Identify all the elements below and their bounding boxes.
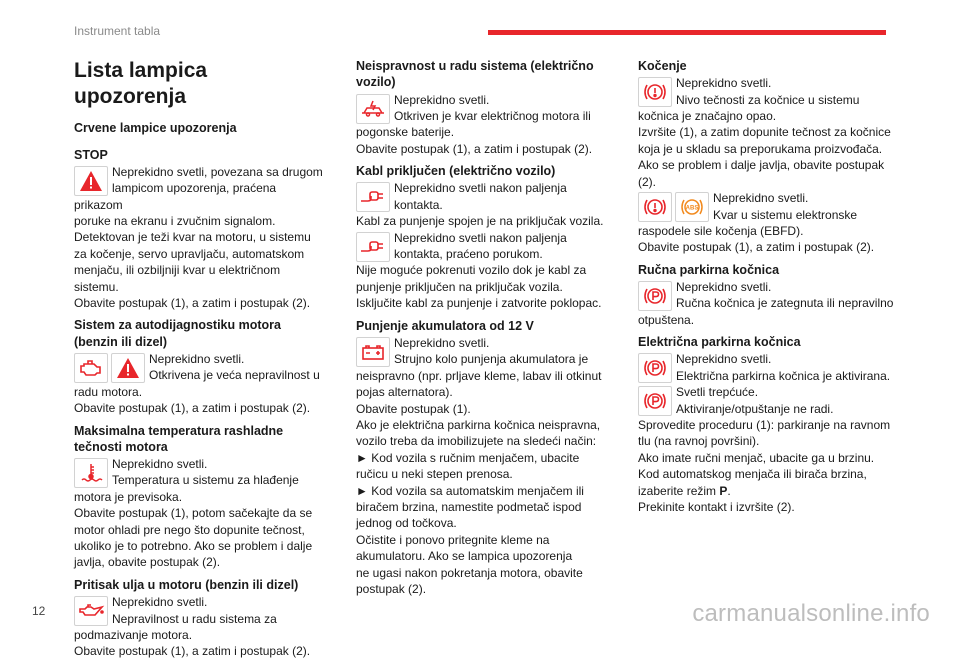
column-3 [638, 58, 898, 516]
braking-entry-1: Neprekidno svetli. Nivo tečnosti za kočnice u sistemu kočnica je značajno opao. Izvršite (1), a zatim dopunite tečnost za kočnice koja je u skladu sa preporukama proizvođača. Ako se problem i dalje javlja, obavite postupak (2). [638, 76, 891, 189]
cable-connected-title: Kabl priključen (električno vozilo) [356, 164, 556, 179]
system-fault-entry: Neprekidno svetli. Otkriven je kvar električnog motora ili pogonske baterije. Obavite postupak (1), a zatim i postupak (2). [356, 92, 593, 156]
parking-brake-icon [638, 281, 672, 311]
electric-parking-brake-entry-2: Svetli trepćuće. Aktiviranje/otpuštanje ne radi. Sprovedite proceduru (1): parkiranje na ravnom tlu (na ravnoj površini). Ako imate ručni menjač, ubacite ga u brzinu. Kod automatskog menjača ili birača brzina, izaberite režim P. Prekinite kontakt i izvršite (2). [638, 385, 891, 515]
oil-can-icon [74, 596, 108, 626]
electric-parking-brake-title: Električna parkirna kočnica [638, 335, 801, 350]
coolant-temperature-title: Maksimalna temperatura rashladne tečnosti motora [74, 423, 284, 454]
hand-parking-brake-entry: Neprekidno svetli. Ručna kočnica je zategnuta ili nepravilno otpuštena. [638, 279, 894, 327]
stop-title: STOP [74, 147, 108, 162]
charging-plug-icon [356, 182, 390, 212]
stop-warning-triangle-icon [74, 166, 108, 196]
engine-diagnosis-title: Sistem za autodijagnostiku motora (benzin ili dizel) [74, 318, 281, 349]
braking-title: Kočenje [638, 59, 687, 73]
engine-diagnosis-entry: Neprekidno svetli. Otkrivena je veća nepravilnost u radu motora. Obavite postupak (1), a zatim i postupak (2). [74, 351, 320, 416]
column-1 [74, 58, 324, 660]
electric-parking-brake-entry-1: Neprekidno svetli. Električna parkirna kočnica je aktivirana. [638, 351, 898, 384]
coolant-temperature-entry: Neprekidno svetli. Temperatura u sistemu za hlađenje motora je previsoka. Obavite postupak (1), potom sačekajte da se motor ohladi pre nego što dopunite tečnost, ukoliko je to potrebno. Ako se problem i dalje javlja, obavite postupak (2). [74, 457, 313, 570]
cable-connected-entry-2: Neprekidno svetli nakon paljenja kontakta, praćeno porukom. Nije moguće pokrenuti vozilo dok je kabl za punjenje priključen na priključak vozila. Isključite kabl za punjenje i zatvorite poklopac. [356, 230, 602, 311]
battery-icon [356, 337, 390, 367]
electric-car-fault-icon [356, 94, 390, 124]
page-title: Lista lampica upozorenja [74, 59, 208, 109]
header-accent-bar [488, 30, 886, 35]
system-fault-title: Neispravnost u radu sistema (električno vozilo) [356, 59, 594, 90]
header-section-label: Instrument tabla [74, 24, 161, 38]
stop-entry: Neprekidno svetli, povezana sa drugom lampicom upozorenja, praćena prikazom poruke na ekranu i zvučnim signalom. Detektovan je teži kvar na motoru, u sistemu za kočenje, servo upravljaču, automatskom menjaču, ili ozbiljniji kvar u električnom sistemu. Obavite postupak (1), a zatim i postupak (2). [74, 164, 323, 310]
section-subtitle: Crvene lampice upozorenja [74, 120, 237, 135]
engine-icon [74, 353, 108, 383]
oil-pressure-title: Pritisak ulja u motoru (benzin ili dizel) [74, 577, 299, 592]
abs-icon-label: ABS [685, 205, 699, 212]
watermark: carmanualsonline.info [692, 600, 930, 627]
brake-warning-icon [638, 77, 672, 107]
abs-icon [675, 192, 709, 222]
column-2 [356, 58, 612, 597]
battery-charging-title: Punjenje akumulatora od 12 V [356, 318, 534, 333]
braking-entry-2: ABS Neprekidno svetli. Kvar u sistemu elektronske raspodele sile kočenja (EBFD). Obavite postupak (1), a zatim i postupak (2). [638, 191, 875, 255]
parking-brake-icon [638, 353, 672, 383]
warning-triangle-icon [111, 353, 145, 383]
coolant-temperature-icon [74, 458, 108, 488]
parking-brake-icon [638, 386, 672, 416]
battery-charging-entry: Neprekidno svetli. Strujno kolo punjenja akumulatora je neispravno (npr. prljave kleme, labav ili otkinut pojas alternatora). Obavite postupak (1). Ako je električna parkirna kočnica neispravna, vozilo treba da imobilizujete na sledeći način: ► Kod vozila s ručnim menjačem, ubacite ručicu u neki stepen prenosa. ► Kod vozila sa automatskim menjačem ili biračem brzina, namestite podmetač ispod jednog od točkova. Očistite i ponovo pritegnite kleme na akumulatoru. Ako se lampica upozorenja ne ugasi nakon pokretanja motora, obavite postupak (2). [356, 335, 602, 596]
charging-plug-icon [356, 232, 390, 262]
brake-warning-icon [638, 192, 672, 222]
hand-parking-brake-title: Ručna parkirna kočnica [638, 262, 780, 277]
page-number: 12 [32, 604, 46, 618]
cable-connected-entry-1: Neprekidno svetli nakon paljenja kontakta. Kabl za punjenje spojen je na priključak vozila. [356, 181, 604, 229]
oil-pressure-entry: Neprekidno svetli. Nepravilnost u radu sistema za podmazivanje motora. Obavite postupak (1), a zatim i postupak (2). [74, 595, 311, 659]
